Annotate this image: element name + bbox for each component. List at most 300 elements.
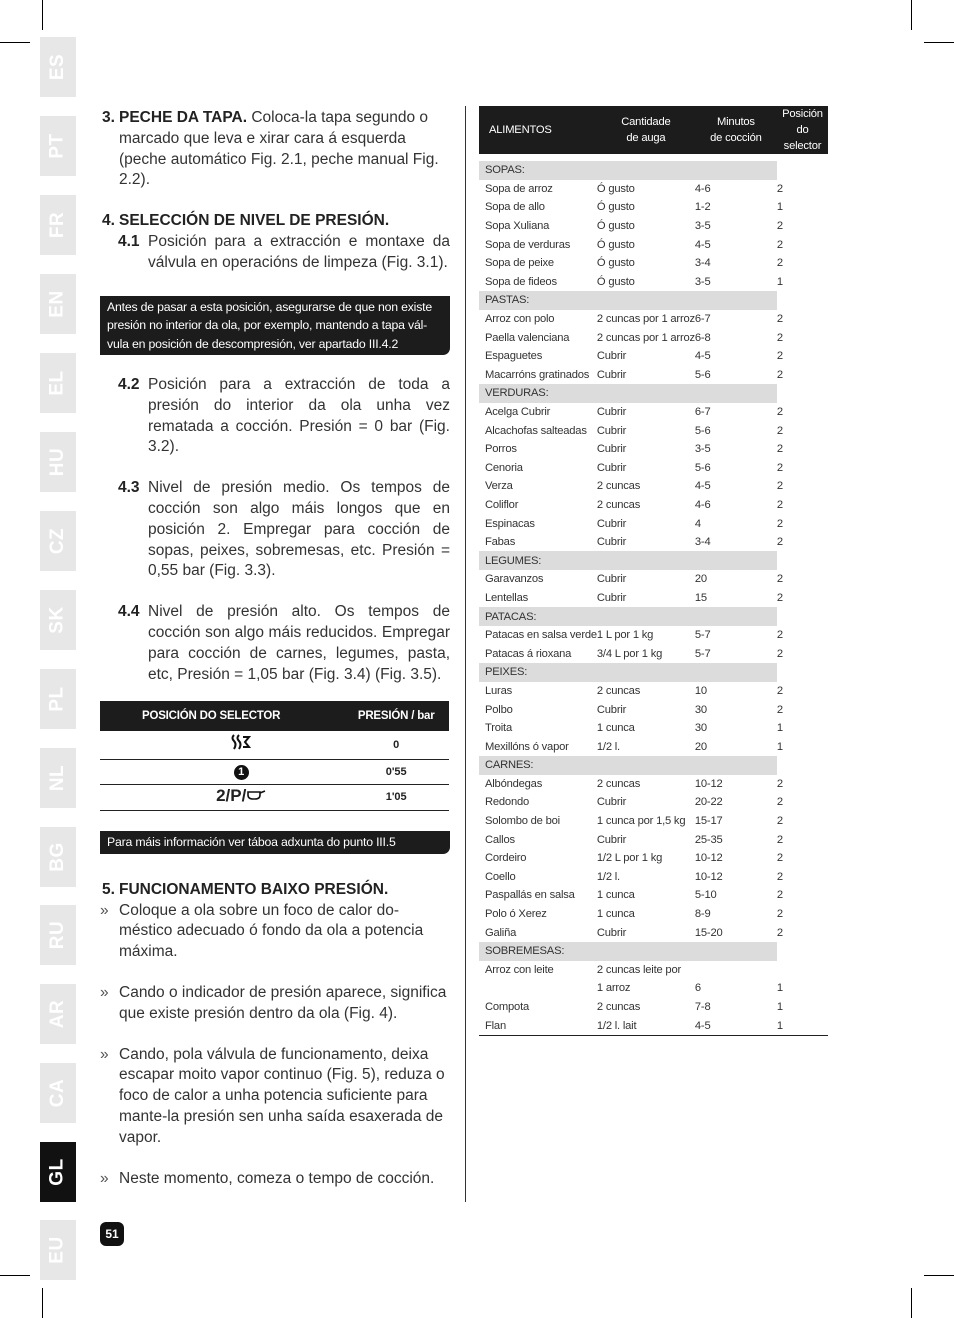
language-tab-label: SK bbox=[47, 606, 68, 634]
table-row bbox=[479, 514, 828, 533]
header-time bbox=[695, 106, 777, 154]
water-amount: Ó gusto bbox=[596, 182, 635, 195]
language-tab-pl[interactable] bbox=[40, 669, 76, 729]
food-name: Sopa de allo bbox=[485, 201, 545, 214]
water-amount: Cubrir bbox=[596, 536, 627, 549]
food-name: Compota bbox=[485, 1001, 529, 1014]
water-amount: Ó gusto bbox=[596, 238, 635, 251]
section-number: 3. bbox=[102, 109, 115, 126]
cooking-time: 3-4 bbox=[694, 536, 711, 549]
bullet-mark: » bbox=[100, 983, 109, 1001]
water-amount: Ó gusto bbox=[596, 275, 635, 288]
water-amount: 2 cuncas bbox=[596, 1001, 641, 1014]
water-amount: Cubrir bbox=[596, 368, 627, 381]
category-label: PEIXES: bbox=[479, 663, 777, 682]
food-name: Coello bbox=[485, 870, 516, 883]
section-3 bbox=[100, 108, 450, 191]
section-number: 4. bbox=[102, 212, 115, 230]
table-row bbox=[479, 496, 828, 515]
selector-row bbox=[100, 760, 449, 785]
bullet-item bbox=[100, 1169, 450, 1190]
cooking-time: 10-12 bbox=[694, 852, 723, 865]
category-row bbox=[479, 756, 828, 775]
water-amount: Ó gusto bbox=[596, 220, 635, 233]
water-amount: 1 L por 1 kg bbox=[596, 629, 654, 642]
subsection-text: Posición para a extracción de toda a presión do interior da ola unha vez rematada a cocción. Presión = 0 bar (Fig. 3.2). bbox=[148, 376, 450, 456]
category-gap bbox=[777, 161, 828, 180]
language-tab-label: GL bbox=[46, 1158, 68, 1186]
subsection-number: 4.2 bbox=[118, 376, 140, 394]
selector-position: 2 bbox=[776, 536, 783, 549]
language-tab-label: CZ bbox=[46, 527, 68, 555]
water-amount: 2 cuncas bbox=[596, 498, 641, 511]
table-row bbox=[479, 310, 828, 329]
category-gap bbox=[777, 551, 828, 570]
table-row bbox=[479, 235, 828, 254]
category-label: VERDURAS: bbox=[479, 384, 777, 403]
water-amount: Cubrir bbox=[596, 926, 627, 939]
bullet-text: Cando o indicador de presión aparece, significa que existe presión dentro da ola (Fig. 4). bbox=[119, 983, 447, 1022]
water-amount: 2 cuncas por 1 arroz bbox=[596, 313, 695, 326]
food-name: Callos bbox=[485, 833, 515, 846]
language-tab-nl[interactable] bbox=[40, 748, 76, 808]
language-tab-en[interactable] bbox=[40, 274, 76, 334]
language-tab-pt[interactable] bbox=[40, 116, 76, 176]
bullet-mark: » bbox=[100, 1169, 109, 1187]
selector-position: 1 bbox=[776, 982, 783, 995]
table-row bbox=[479, 328, 828, 347]
cooking-time: 5-6 bbox=[694, 424, 711, 437]
language-tab-label: PL bbox=[47, 686, 68, 712]
table-row bbox=[479, 533, 828, 552]
header-water-line1: Cantidade bbox=[621, 116, 671, 128]
column-divider bbox=[465, 106, 466, 1202]
category-row bbox=[479, 384, 828, 403]
bullet-item bbox=[100, 983, 450, 1025]
food-name: Fabas bbox=[485, 536, 516, 549]
table-row bbox=[479, 682, 828, 701]
cooking-time: 5-10 bbox=[694, 889, 717, 902]
water-amount: Cubrir bbox=[596, 350, 627, 363]
selector-position: 2 bbox=[776, 573, 783, 586]
cooking-time: 30 bbox=[694, 722, 707, 735]
food-name: Espaguetes bbox=[485, 350, 543, 363]
water-amount: Cubrir bbox=[596, 833, 627, 846]
cooking-time: 6 bbox=[694, 982, 701, 995]
category-gap bbox=[777, 663, 828, 682]
table-body bbox=[479, 161, 828, 1035]
category-row bbox=[479, 607, 828, 626]
cooking-time: 4-5 bbox=[694, 480, 711, 493]
selector-table bbox=[100, 701, 449, 811]
crop-mark bbox=[924, 1275, 954, 1276]
food-name: Verza bbox=[485, 480, 513, 493]
selector-position: 1 bbox=[776, 201, 783, 214]
selector-position: 2 bbox=[776, 926, 783, 939]
bullet-text: Neste momento, comeza o tempo de cocción. bbox=[119, 1169, 435, 1187]
cooking-time: 30 bbox=[694, 703, 707, 716]
steam-release-icon bbox=[230, 733, 252, 751]
table-row bbox=[479, 273, 828, 292]
cooking-time: 15-17 bbox=[694, 815, 723, 828]
subsection-number: 4.4 bbox=[118, 603, 140, 621]
selector-position: 1 bbox=[776, 1001, 783, 1014]
selector-row bbox=[100, 731, 449, 760]
language-tab-es[interactable] bbox=[40, 37, 76, 97]
food-name: Galiña bbox=[485, 926, 517, 939]
selector-position: 2 bbox=[776, 852, 783, 865]
water-amount: Cubrir bbox=[596, 591, 627, 604]
selector-position: 1 bbox=[776, 275, 783, 288]
section-title: PECHE DA TAPA. bbox=[119, 109, 248, 126]
selector-symbol bbox=[100, 785, 343, 811]
cooking-time: 7-8 bbox=[694, 1001, 711, 1014]
category-label: SOBREMESAS: bbox=[479, 942, 777, 961]
water-amount: Ó gusto bbox=[596, 257, 635, 270]
header-selector-line2: do selector bbox=[783, 124, 822, 152]
water-amount: 2 cuncas leite por bbox=[596, 963, 681, 976]
category-label: PATACAS: bbox=[479, 607, 777, 626]
selector-position: 2 bbox=[776, 182, 783, 195]
food-name: Porros bbox=[485, 443, 517, 456]
category-label: CARNES: bbox=[479, 756, 777, 775]
table-row bbox=[479, 570, 828, 589]
language-tab-label: EN bbox=[47, 290, 68, 318]
food-name: Arroz con leite bbox=[485, 963, 554, 976]
language-tab-cz[interactable] bbox=[40, 511, 76, 571]
subsection-number: 4.3 bbox=[118, 479, 140, 497]
section-text: Coloca-la tapa segundo o marcado que leva e xirar cara á esquerda (peche automático Fig. 2.1, peche manual Fig. 2.2). bbox=[119, 109, 439, 189]
selector-position: 2 bbox=[776, 313, 783, 326]
language-tab-eu[interactable] bbox=[40, 1220, 76, 1280]
header-time-line2: de cocción bbox=[710, 132, 762, 144]
cooking-time: 4-6 bbox=[694, 182, 711, 195]
water-amount: 2 cuncas por 1 arroz bbox=[596, 331, 695, 344]
table-row bbox=[479, 366, 828, 385]
selector-pressure: 0'55 bbox=[343, 760, 449, 785]
water-amount: 3/4 L por 1 kg bbox=[596, 647, 663, 660]
table-row bbox=[479, 719, 828, 738]
bullet-item bbox=[100, 1045, 450, 1149]
table-header bbox=[479, 106, 828, 154]
water-amount: 2 cuncas bbox=[596, 480, 641, 493]
cooking-time bbox=[695, 961, 777, 980]
water-amount: Cubrir bbox=[596, 703, 627, 716]
water-amount: Cubrir bbox=[596, 424, 627, 437]
cooking-time: 6-8 bbox=[694, 331, 711, 344]
table-row bbox=[479, 440, 828, 459]
cooking-time: 8-9 bbox=[694, 908, 711, 921]
water-amount: Cubrir bbox=[596, 796, 627, 809]
selector-position: 1 bbox=[776, 740, 783, 753]
food-name: Sopa Xuliana bbox=[485, 220, 550, 233]
section-title: FUNCIONAMENTO BAIXO PRESIÓN. bbox=[119, 880, 389, 898]
crop-mark bbox=[42, 0, 43, 30]
food-name: Cordeiro bbox=[485, 852, 527, 865]
header-water-line2: de auga bbox=[626, 132, 666, 144]
selector-position: 2 bbox=[776, 870, 783, 883]
category-label: LEGUMES: bbox=[479, 551, 777, 570]
section-4 bbox=[100, 211, 450, 232]
bullet-mark: » bbox=[100, 1045, 109, 1063]
selector-position: 2 bbox=[776, 350, 783, 363]
water-amount: 1 cunca bbox=[596, 889, 635, 902]
cooking-time: 15 bbox=[694, 591, 707, 604]
category-gap bbox=[777, 942, 828, 961]
selector-position: 2 bbox=[776, 833, 783, 846]
food-name: Albóndegas bbox=[485, 777, 543, 790]
table-row bbox=[479, 180, 828, 199]
language-tab-ca[interactable] bbox=[40, 1063, 76, 1123]
food-name: Lentellas bbox=[485, 591, 528, 604]
cooking-time: 4-6 bbox=[694, 498, 711, 511]
table-row bbox=[479, 998, 828, 1017]
selector-position: 2 bbox=[776, 684, 783, 697]
selector-position: 2 bbox=[776, 238, 783, 251]
pan-icon bbox=[246, 787, 266, 801]
food-name: Luras bbox=[485, 684, 512, 697]
food-name: Paspallás en salsa bbox=[485, 889, 575, 902]
food-name: Sopa de verduras bbox=[485, 238, 571, 251]
language-tab-hu[interactable] bbox=[40, 432, 76, 492]
subsection-text: Nivel de presión medio. Os tempos de cocción son algo máis longos que en posición 2. Empregar para cocción de sopas, peixes, sobremesas, etc. Presión = 0,55 bar (Fig. 3.3). bbox=[148, 479, 450, 580]
selector-position: 2 bbox=[776, 908, 783, 921]
bullet-item bbox=[100, 901, 450, 963]
table-row bbox=[479, 923, 828, 942]
category-row bbox=[479, 663, 828, 682]
selector-position: 2 bbox=[776, 220, 783, 233]
header-food: ALIMENTOS bbox=[479, 106, 597, 154]
category-row bbox=[479, 291, 828, 310]
water-amount: 1/2 l. bbox=[596, 740, 620, 753]
selector-header-position: POSICIÓN DO SELECTOR bbox=[100, 701, 343, 731]
food-name: Sopa de fideos bbox=[485, 275, 557, 288]
selector-position: 2 bbox=[776, 796, 783, 809]
table-row bbox=[479, 812, 828, 831]
category-row bbox=[479, 161, 828, 180]
cooking-time: 20-22 bbox=[694, 796, 723, 809]
selector-position: 2 bbox=[776, 517, 783, 530]
cooking-time: 3-5 bbox=[694, 275, 711, 288]
category-gap bbox=[777, 291, 828, 310]
food-name: Arroz con polo bbox=[485, 313, 555, 326]
subsection-text: Nivel de presión alto. Os tempos de cocción son algo máis reducidos. Empregar para cocción de carnes, legumes, pasta, etc, Presión = 1,05 bar (Fig. 3.4) (Fig. 3.5). bbox=[148, 603, 450, 683]
table-row bbox=[479, 589, 828, 608]
cooking-time: 3-5 bbox=[694, 443, 711, 456]
food-name: Solombo de boi bbox=[485, 815, 560, 828]
food-name: Redondo bbox=[485, 796, 530, 809]
selector-position: 2 bbox=[776, 424, 783, 437]
category-label: PASTAS: bbox=[479, 291, 777, 310]
water-amount: 1 cunca por 1,5 kg bbox=[596, 815, 686, 828]
language-tab-label: ES bbox=[46, 53, 68, 81]
language-tab-ru[interactable] bbox=[40, 905, 76, 965]
language-tab-label: PT bbox=[47, 133, 68, 159]
cooking-time: 15-20 bbox=[694, 926, 723, 939]
bullet-text: Cando, pola válvula de funcionamento, deixa escapar moito vapor continuo (Fig. 5), reduza o foco de calor a unha potencia suficiente para mante-la presión sen unha saída esaxerada de vapor. bbox=[119, 1045, 445, 1146]
selector-position: 2 bbox=[776, 703, 783, 716]
language-tab-el[interactable] bbox=[40, 353, 76, 413]
selector-position: 1 bbox=[777, 1016, 828, 1035]
cooking-time: 5-6 bbox=[694, 368, 711, 381]
cooking-time: 6-7 bbox=[694, 313, 711, 326]
language-tab-fr[interactable] bbox=[40, 195, 76, 255]
selector-position bbox=[777, 961, 828, 980]
selector-position: 2 bbox=[776, 815, 783, 828]
subsection-number: 4.1 bbox=[118, 232, 140, 250]
cooking-time: 5-7 bbox=[694, 647, 711, 660]
note-box: Antes de pasar a esta posición, asegurarse de que non existe presión no interior da ola, por exemplo, mantendo a tapa vál-vula en posición de descompresión, ver apartado III.4.2 bbox=[100, 296, 450, 356]
selector-position: 2 bbox=[776, 629, 783, 642]
food-name: Garavanzos bbox=[485, 573, 544, 586]
language-tab-gl[interactable] bbox=[40, 1142, 76, 1202]
subsection-4-3 bbox=[100, 478, 450, 582]
category-gap bbox=[777, 384, 828, 403]
language-tab-ar[interactable] bbox=[40, 984, 76, 1044]
cooking-time: 4-5 bbox=[694, 238, 711, 251]
food-name: Troita bbox=[485, 722, 512, 735]
selector-position: 2 bbox=[776, 480, 783, 493]
cooking-time: 10-12 bbox=[694, 777, 723, 790]
water-amount: 2 cuncas bbox=[596, 777, 641, 790]
category-gap bbox=[777, 756, 828, 775]
selector-position: 2 bbox=[776, 406, 783, 419]
table-row bbox=[479, 644, 828, 663]
language-tab-label: AR bbox=[46, 999, 68, 1029]
category-row bbox=[479, 942, 828, 961]
language-tab-bg[interactable] bbox=[40, 827, 76, 887]
table-row bbox=[479, 961, 828, 980]
section-5 bbox=[100, 880, 450, 901]
table-row bbox=[479, 403, 828, 422]
section-number: 5. bbox=[102, 880, 115, 898]
water-amount: 1/2 l. lait bbox=[597, 1016, 695, 1035]
subsection-4-2 bbox=[100, 375, 450, 458]
crop-mark bbox=[42, 1288, 43, 1318]
selector-position: 2 bbox=[776, 461, 783, 474]
food-name bbox=[479, 979, 597, 998]
table-row bbox=[479, 830, 828, 849]
water-amount: 1 cunca bbox=[596, 722, 635, 735]
selector-symbol-text: 2/P/ bbox=[216, 786, 247, 806]
page-number: 51 bbox=[100, 1222, 124, 1246]
food-name: Paella valenciana bbox=[485, 331, 570, 344]
water-amount: 1 cunca bbox=[596, 908, 635, 921]
language-tab-label: RU bbox=[46, 920, 68, 950]
header-time-line1: Minutos bbox=[717, 116, 755, 128]
selector-position: 2 bbox=[776, 368, 783, 381]
header-selector bbox=[777, 106, 828, 154]
cooking-times-table bbox=[479, 106, 828, 1036]
selector-position: 2 bbox=[776, 443, 783, 456]
selector-position: 2 bbox=[776, 257, 783, 270]
water-amount: Cubrir bbox=[596, 406, 627, 419]
table-row bbox=[479, 1016, 828, 1035]
selector-symbol bbox=[100, 731, 343, 760]
food-name: Patacas á rioxana bbox=[485, 647, 572, 660]
table-row bbox=[479, 775, 828, 794]
selector-position: 1 bbox=[776, 722, 783, 735]
cooking-time: 5-7 bbox=[694, 629, 711, 642]
table-row bbox=[479, 979, 828, 998]
language-tab-sk[interactable] bbox=[40, 590, 76, 650]
language-tab-label: BG bbox=[47, 842, 68, 872]
table-row bbox=[479, 737, 828, 756]
cooking-time: 5-6 bbox=[694, 461, 711, 474]
selector-position: 2 bbox=[776, 331, 783, 344]
bullet-text: Coloque a ola sobre un foco de calor do-méstico adecuado ó fondo da ola a potencia máxima. bbox=[119, 901, 424, 961]
food-name: Polbo bbox=[485, 703, 513, 716]
cooking-time: 6-7 bbox=[694, 406, 711, 419]
cooking-time: 20 bbox=[694, 573, 707, 586]
food-name: Flan bbox=[479, 1016, 597, 1035]
subsection-4-1 bbox=[100, 232, 450, 274]
food-name: Polo ó Xerez bbox=[485, 908, 547, 921]
category-row bbox=[479, 551, 828, 570]
language-tab-label: EL bbox=[47, 370, 68, 396]
cooking-time: 3-5 bbox=[694, 220, 711, 233]
language-tab-label: CA bbox=[46, 1078, 68, 1108]
food-name: Macarróns gratinados bbox=[485, 368, 590, 381]
selector-header-pressure: PRESIÓN / bar bbox=[343, 701, 449, 731]
header-selector-line1: Posición bbox=[782, 108, 823, 120]
bullet-mark: » bbox=[100, 901, 109, 919]
selector-position: 2 bbox=[776, 591, 783, 604]
selector-pressure: 0 bbox=[343, 731, 449, 760]
table-row bbox=[479, 868, 828, 887]
food-name: Mexillóns ó vapor bbox=[485, 740, 569, 753]
crop-mark bbox=[911, 0, 912, 30]
water-amount: Cubrir bbox=[596, 461, 627, 474]
water-amount: Cubrir bbox=[596, 443, 627, 456]
cooking-time: 4 bbox=[694, 517, 701, 530]
table-row bbox=[479, 793, 828, 812]
table-row bbox=[479, 347, 828, 366]
table-row bbox=[479, 421, 828, 440]
note-box: Para máis información ver táboa adxunta do punto III.5 bbox=[100, 831, 450, 854]
food-name: Coliflor bbox=[485, 498, 519, 511]
water-amount: Cubrir bbox=[596, 517, 627, 530]
food-name: Patacas en salsa verde bbox=[485, 629, 597, 642]
left-column bbox=[100, 108, 450, 1189]
water-amount: 1 arroz bbox=[596, 982, 631, 995]
language-tab-label: FR bbox=[46, 211, 68, 239]
table-row bbox=[479, 477, 828, 496]
selector-symbol bbox=[100, 760, 343, 785]
cooking-time: 4-5 bbox=[694, 350, 711, 363]
food-name: Cenoria bbox=[485, 461, 523, 474]
cooking-time: 4-5 bbox=[695, 1016, 777, 1035]
selector-position: 2 bbox=[776, 777, 783, 790]
table-row bbox=[479, 459, 828, 478]
language-tab-label: EU bbox=[47, 1236, 68, 1264]
crop-mark bbox=[911, 1288, 912, 1318]
table-row bbox=[479, 626, 828, 645]
subsection-4-4 bbox=[100, 602, 450, 685]
table-row bbox=[479, 217, 828, 236]
crop-mark bbox=[924, 42, 954, 43]
table-row bbox=[479, 254, 828, 273]
table-row bbox=[479, 849, 828, 868]
table-row bbox=[479, 886, 828, 905]
cooking-time: 10-12 bbox=[694, 870, 723, 883]
food-name: Espinacas bbox=[485, 517, 535, 530]
cooking-time: 3-4 bbox=[694, 257, 711, 270]
selector-position: 2 bbox=[776, 498, 783, 511]
water-amount: 1/2 l. bbox=[596, 870, 620, 883]
category-label: SOPAS: bbox=[479, 161, 777, 180]
table-row bbox=[479, 700, 828, 719]
